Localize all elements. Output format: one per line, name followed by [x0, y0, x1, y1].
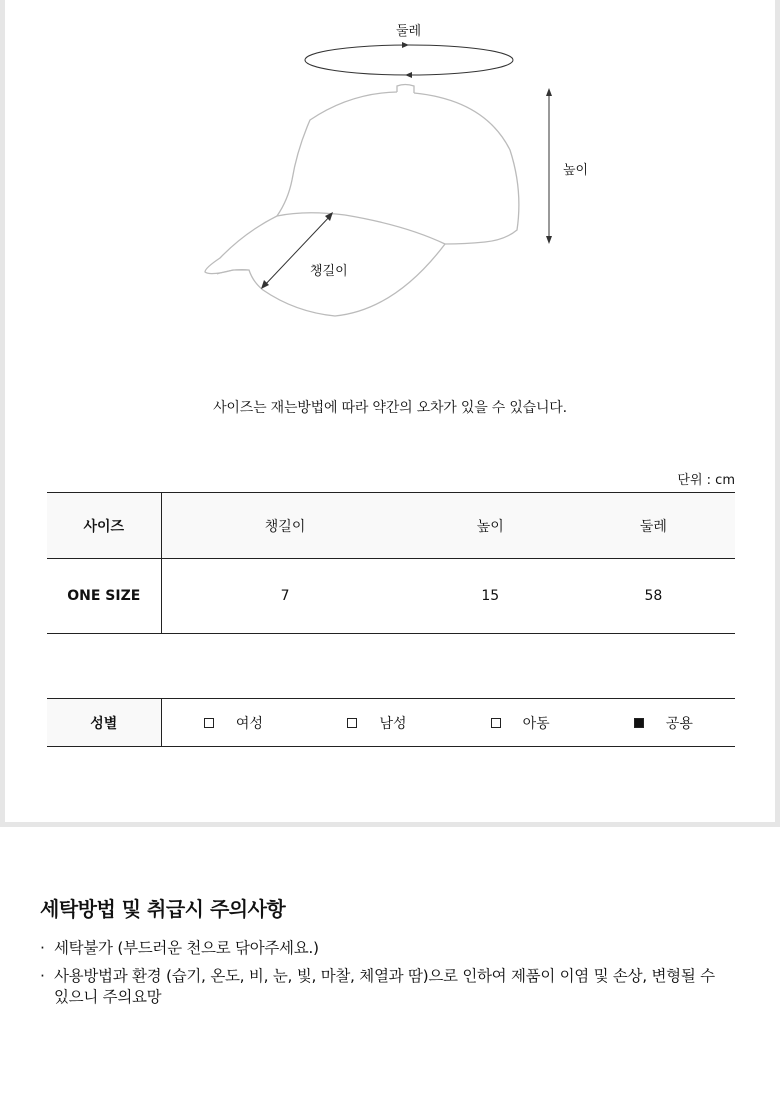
list-item: · 세탁불가 (부드러운 천으로 닦아주세요.) [40, 938, 730, 959]
checkbox-icon [491, 718, 501, 728]
column-height: 높이 [409, 493, 572, 559]
gender-row [47, 699, 735, 747]
gender-option-label: 여성 [235, 715, 263, 732]
height-label: 높이 [563, 163, 589, 178]
size-table-header-row [47, 493, 735, 559]
cap-illustration [5, 0, 775, 340]
column-circumference: 둘레 [572, 493, 735, 559]
value-height: 15 [481, 588, 500, 604]
gender-option-unisex [592, 699, 735, 747]
checkbox-icon [347, 718, 357, 728]
value-circumference: 58 [644, 588, 663, 604]
brim-length-label: 챙길이 [310, 264, 348, 279]
size-notice: 사이즈는 재는방법에 따라 약간의 오차가 있을 수 있습니다. [213, 400, 567, 416]
gender-option-label: 공용 [665, 715, 693, 732]
size-header-cell: 사이즈 [47, 493, 161, 559]
gender-option-female [161, 699, 305, 747]
row-size-label: ONE SIZE [47, 559, 161, 634]
size-table [47, 492, 735, 634]
care-instructions-title: 세탁방법 및 취급시 주의사항 [40, 897, 286, 921]
circumference-label: 둘레 [396, 24, 422, 39]
gender-option-label: 남성 [379, 715, 407, 732]
unit-label: 단위 : cm [677, 473, 735, 488]
gender-option-label: 아동 [522, 715, 550, 732]
gender-header-cell: 성별 [47, 699, 161, 747]
value-brim: 7 [280, 588, 290, 604]
gender-option-kids [449, 699, 592, 747]
gender-table [47, 698, 735, 747]
checkbox-checked-icon [634, 718, 644, 728]
list-item: · 사용방법과 환경 (습기, 온도, 비, 눈, 빛, 마찰, 체열과 땀)으로 인하여 제품이 이염 및 손상, 변형될 수 있으니 주의요망 [40, 966, 730, 1008]
gender-option-male [305, 699, 448, 747]
checkbox-icon [204, 718, 214, 728]
cap-size-diagram [5, 0, 775, 340]
care-instructions-list [40, 938, 730, 1015]
column-brim: 챙길이 [161, 493, 409, 559]
table-row [47, 559, 735, 634]
